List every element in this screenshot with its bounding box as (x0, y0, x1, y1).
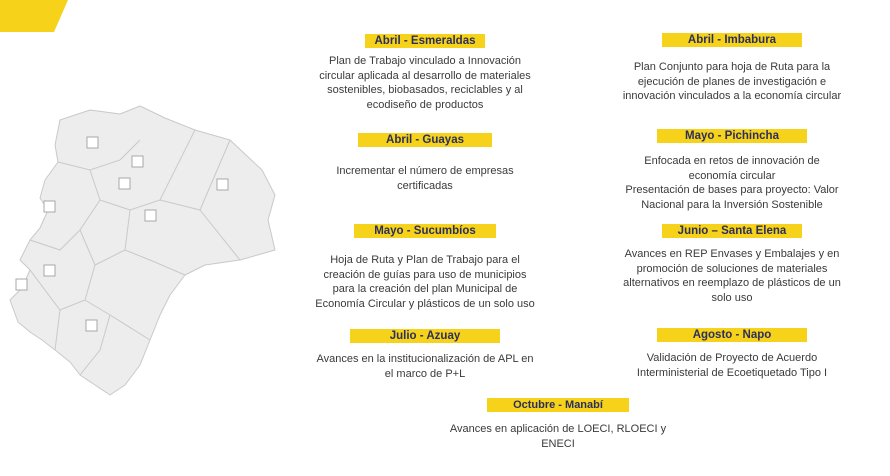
date-region-label: Abril - Guayas (358, 133, 492, 147)
item-description: Avances en aplicación de LOECI, RLOECI y ENECI (449, 423, 667, 450)
checkbox-marker-icon (217, 179, 228, 190)
date-region-label: Junio – Santa Elena (662, 224, 803, 238)
checkbox-marker-icon (16, 279, 27, 290)
item-napo (577, 325, 887, 380)
item-azuay (290, 326, 560, 381)
item-description: Incrementar el número de empresas certificadas (336, 165, 514, 192)
corner-accent-shape (0, 0, 70, 32)
item-description: Validación de Proyecto de Acuerdo Interministerial de Ecoetiquetado Tipo I (636, 352, 828, 379)
date-region-label: Julio - Azuay (350, 329, 501, 343)
ecuador-map-icon (0, 100, 285, 476)
checkbox-marker-icon (86, 320, 97, 331)
date-region-label: Mayo - Pichincha (657, 129, 807, 143)
item-manabi (420, 395, 696, 451)
date-region-label: Abril - Esmeraldas (365, 34, 486, 48)
date-region-label: Abril - Imbabura (662, 33, 802, 47)
item-description: Plan de Trabajo vinculado a Innovación circular aplicada al desarrollo de materiales sostenibles, biobasados, reciclables y al ecodiseño de productos (319, 55, 531, 111)
item-pichincha (577, 126, 887, 212)
item-imbabura (577, 30, 887, 104)
item-sucumbios (290, 221, 560, 311)
checkbox-marker-icon (44, 201, 55, 212)
item-santa-elena (577, 221, 887, 305)
item-description: Avances en la institucionalización de APL en el marco de P+L (316, 353, 534, 380)
date-region-label: Mayo - Sucumbíos (354, 224, 496, 238)
item-description: Enfocada en retos de innovación de economía circular Presentación de bases para proyecto: Valor Nacional para la Inversión Sostenible (625, 155, 839, 211)
checkbox-marker-icon (87, 137, 98, 148)
item-description: Hoja de Ruta y Plan de Trabajo para el creación de guías para uso de municipios para la creación del plan Municipal de Economía Circular y plásticos de un solo uso (315, 254, 535, 310)
checkbox-marker-icon (132, 156, 143, 167)
checkbox-marker-icon (119, 178, 130, 189)
checkbox-marker-icon (145, 210, 156, 221)
item-guayas (290, 130, 560, 193)
date-region-label: Agosto - Napo (657, 328, 808, 342)
date-region-label: Octubre - Manabí (487, 398, 629, 412)
checkbox-marker-icon (44, 265, 55, 276)
item-description: Plan Conjunto para hoja de Ruta para la ejecución de planes de investigación e innovación vinculados a la economía circular (622, 61, 842, 102)
item-esmeraldas (290, 31, 560, 112)
item-description: Avances en REP Envases y Embalajes y en promoción de soluciones de materiales alternativos en reemplazo de plásticos de un solo uso (623, 248, 841, 304)
